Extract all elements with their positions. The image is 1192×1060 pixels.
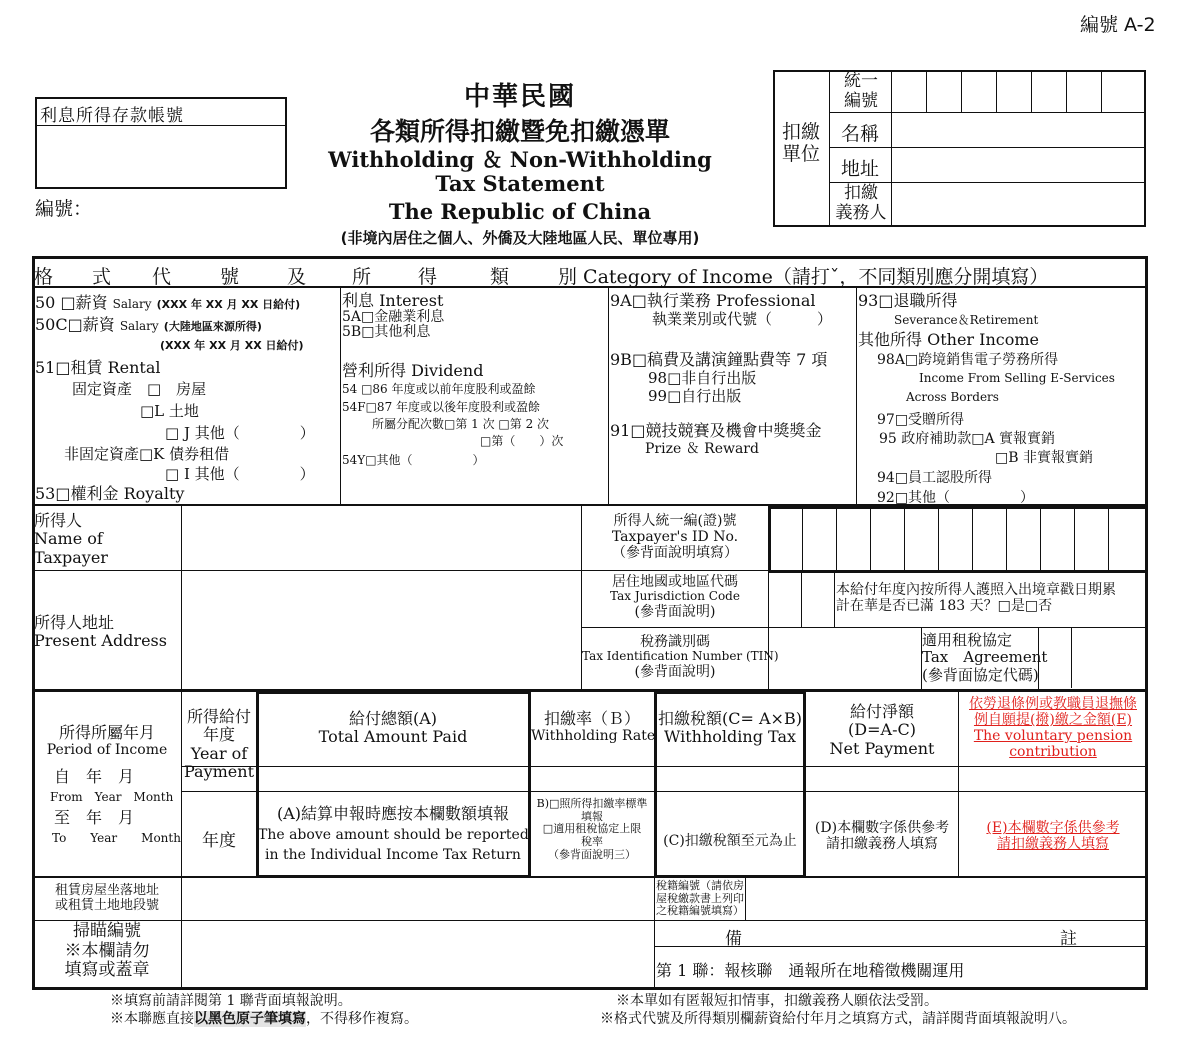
cat-interest: 利息 Interest [342,291,444,310]
net-payment-field[interactable] [807,767,957,791]
cat-98a-en1: Income From Selling E-Services [919,371,1115,385]
treaty-label: 適用租稅協定 Tax Agreement (參背面協定代碼) [922,631,1048,684]
cat-98[interactable]: 98□非自行出版 [648,369,757,387]
pension-field[interactable] [960,767,1147,791]
pension-label: 依勞退條例或教職員退撫條 例自願提(撥)繳之金額(E) The voluntary pension contribution [969,696,1137,761]
footnote-3: ※本單如有匿報短扣情事，扣繳義務人願依法受罰。 [616,993,938,1009]
tin-field[interactable] [769,628,921,688]
period-to[interactable]: 至 年 月 [54,808,135,827]
cat-51-nonfixed[interactable]: 非固定資產□K 債券租借 [64,445,230,463]
withholder-section-label: 扣繳 單位 [782,121,821,165]
category-header-c5: 及 [287,266,307,288]
category-header-c4: 號 [220,266,240,288]
cat-50c-note: (XXX 年 XX 月 XX 日給付) [160,339,304,352]
copy-label: 第 1 聯：報核聯 通報所在地稽徵機關運用 [656,961,965,980]
withholder-name-field[interactable] [892,113,1143,147]
cat-54[interactable]: 54 □86 年度或以前年度股利或盈餘 [342,382,536,396]
deposit-account-box[interactable] [35,97,287,189]
cat-53-royalty[interactable]: 53□權利金 Royalty [35,484,185,503]
withholder-agent-field[interactable] [892,183,1143,225]
form-code: 編號 A-2 [1080,14,1156,36]
cat-91[interactable]: 91□競技競賽及機會中獎獎金 [610,421,822,440]
footnote-2: ※本聯應直接以黑色原子筆填寫，不得移作複寫。 [110,1011,418,1027]
period-label: 所得所屬年月 Period of Income [46,723,168,759]
taxpayer-address-field[interactable] [182,571,580,688]
cat-51-fixed-house[interactable]: 固定資產 □ 房屋 [72,380,207,398]
cat-97[interactable]: 97□受贈所得 [877,412,965,428]
category-header-c2: 式 [92,266,112,288]
deposit-account-label: 利息所得存款帳號 [40,106,184,126]
withholder-uniform-no-field[interactable] [927,73,1143,111]
total-amount-label: 給付總額(A) Total Amount Paid [318,709,468,747]
net-payment-label: 給付淨額 (D=A-C) Net Payment [829,702,935,758]
taxpayer-id-label: 所得人統一編(證)號 Taxpayer's ID No. （參背面說明填寫） [611,513,739,562]
withholder-name-label: 名稱 [841,123,880,145]
cat-9b[interactable]: 9B□稿費及講演鐘點費等 7 項 [610,350,828,369]
payment-year-unit: 年度 [202,831,236,851]
treaty-code-field[interactable] [1039,628,1147,688]
cat-93-en: Severance＆Retirement [894,313,1039,327]
rate-field[interactable] [532,767,653,791]
remarks-label-right: 註 [1060,929,1077,949]
cat-5b[interactable]: 5B□其他利息 [342,324,431,340]
category-header-c6: 所 [352,266,372,288]
withholder-agent-label: 扣繳 義務人 [835,183,887,223]
cat-95b[interactable]: □B 非實報實銷 [995,450,1093,466]
cat-54f[interactable]: 54F□87 年度或以後年度股利或盈餘 [342,400,541,414]
cat-9a-code[interactable]: 執業業別或代號（ ） [652,310,833,328]
cat-54f-distribution[interactable]: 所屬分配次數□第 1 次 □第 2 次 [372,417,550,431]
net-payment-note: (D)本欄數字係供參考 請扣繳義務人填寫 [814,820,950,853]
total-amount-field[interactable] [259,767,528,791]
rate-label: 扣繳率（Ｂ） Withholding Rate [531,709,656,745]
title-en-3: The Republic of China [388,199,652,224]
total-amount-note: (A)結算申報時應按本欄數額填報 The above amount should be reported in the Individual Income Tax Return [258,804,529,864]
category-header-c8: 類 [490,266,510,288]
taxpayer-name-field[interactable] [182,506,580,569]
category-header-c9: 別 Category of Income（請打ˇ，不同類別應分開填寫） [558,266,1049,288]
category-header-c1: 格 [34,266,54,288]
rental-tax-id-label: 稅籍編號（請依房 屋稅繳款書上列印 之稅籍編號填寫） [656,879,744,918]
cat-51-i-other[interactable]: □ I 其他（ ） [165,465,315,483]
serial-label: 編號： [35,198,93,220]
cat-51-j-other[interactable]: □ J 其他（ ） [165,424,315,442]
rental-address-label: 租賃房屋坐落地址 或租賃土地地段號 [54,883,159,913]
cat-other-income: 其他所得 Other Income [858,330,1040,349]
cat-94[interactable]: 94□員工認股所得 [877,470,993,486]
taxpayer-id-field[interactable] [768,506,1148,573]
cat-54y[interactable]: 54Y□其他（ ） [342,453,485,467]
tin-label: 稅務識別碼 Tax Identification Number (TIN) (參背面說明) [582,634,779,680]
tax-field[interactable] [657,767,804,791]
cat-98a[interactable]: 98A□跨境銷售電子勞務所得 [877,352,1059,368]
jurisdiction-label: 居住地國或地區代碼 Tax Jurisdiction Code (參背面說明) [610,574,740,620]
cat-98a-en2: Across Borders [906,390,999,404]
cat-51-land[interactable]: □L 土地 [140,402,199,420]
remarks-label-left: 備 [725,929,742,949]
tax-label: 扣繳稅額(C= A×B) Withholding Tax [658,709,802,747]
cat-9a[interactable]: 9A□執行業務 Professional [610,291,816,310]
cat-99[interactable]: 99□自行出版 [648,387,742,405]
cat-93[interactable]: 93□退職所得 [858,291,958,310]
cat-91-en: Prize ＆ Reward [645,441,759,457]
cat-50-salary[interactable]: 50 □薪資 Salary (XXX 年 XX 月 XX 日給付) [35,293,301,312]
cat-dividend: 營利所得 Dividend [342,361,484,380]
period-from[interactable]: 自 年 月 [54,767,135,786]
footnote-4: ※格式代號及所得類別欄薪資給付年月之填寫方式，請詳閱背面填報說明八。 [600,1011,1076,1027]
footnote-1: ※填寫前請詳閱第 1 聯背面填報說明。 [110,993,352,1009]
period-to-en: To Year Month [52,831,181,845]
taxpayer-name-label: 所得人 Name of Taxpayer [34,511,108,567]
withholder-uniform-no-label: 統一 編號 [844,71,878,111]
pension-note: (E)本欄數字係供參考 請扣繳義務人填寫 [986,820,1120,853]
stay-183-question[interactable]: 本給付年度內按所得人護照入出境章戳日期累 計在華是否已滿 183 天？□是□否 [836,582,1116,615]
title-note: (非境內居住之個人、外僑及大陸地區人民、單位專用) [340,229,700,247]
tax-note: (C)扣繳稅額至元為止 [663,833,797,849]
rate-note[interactable]: B)□照所得扣繳率標準 填報 □適用租稅協定上限 稅率 （參背面說明三） [536,797,648,861]
title-en-1: Withholding ＆ Non-Withholding [328,147,712,172]
cat-54f-distribution-n[interactable]: □第（ ）次 [480,434,564,448]
cat-50c-salary[interactable]: 50C□薪資 Salary (大陸地區來源所得) [35,315,262,334]
category-header-c7: 得 [418,266,438,288]
title-country: 中華民國 [463,82,576,112]
withholder-address-field[interactable] [892,148,1143,182]
rental-address-field[interactable] [182,879,653,920]
category-header-c3: 代 [152,266,172,288]
cat-5a[interactable]: 5A□金融業利息 [342,309,445,325]
jurisdiction-field[interactable] [769,573,835,627]
withholder-box [773,70,1146,227]
withholder-address-label: 地址 [841,158,880,180]
period-from-en: From Year Month [50,790,174,804]
scan-number-label: 掃瞄編號 ※本欄請勿 填寫或蓋章 [64,921,150,981]
title-zh: 各類所得扣繳暨免扣繳憑單 [369,117,670,146]
cat-95[interactable]: 95 政府補助款□A 實報實銷 [879,431,1056,447]
taxpayer-address-label: 所得人地址 Present Address [34,613,167,651]
scan-number-field [182,922,653,988]
cat-92[interactable]: 92□其他（ ） [877,490,1035,506]
rental-tax-id-field[interactable] [746,879,1147,920]
cat-51-rental[interactable]: 51□租賃 Rental [35,358,161,377]
payment-year-label: 所得給付 年度 Year of Payment [184,707,254,782]
title-en-2: Tax Statement [435,171,605,196]
